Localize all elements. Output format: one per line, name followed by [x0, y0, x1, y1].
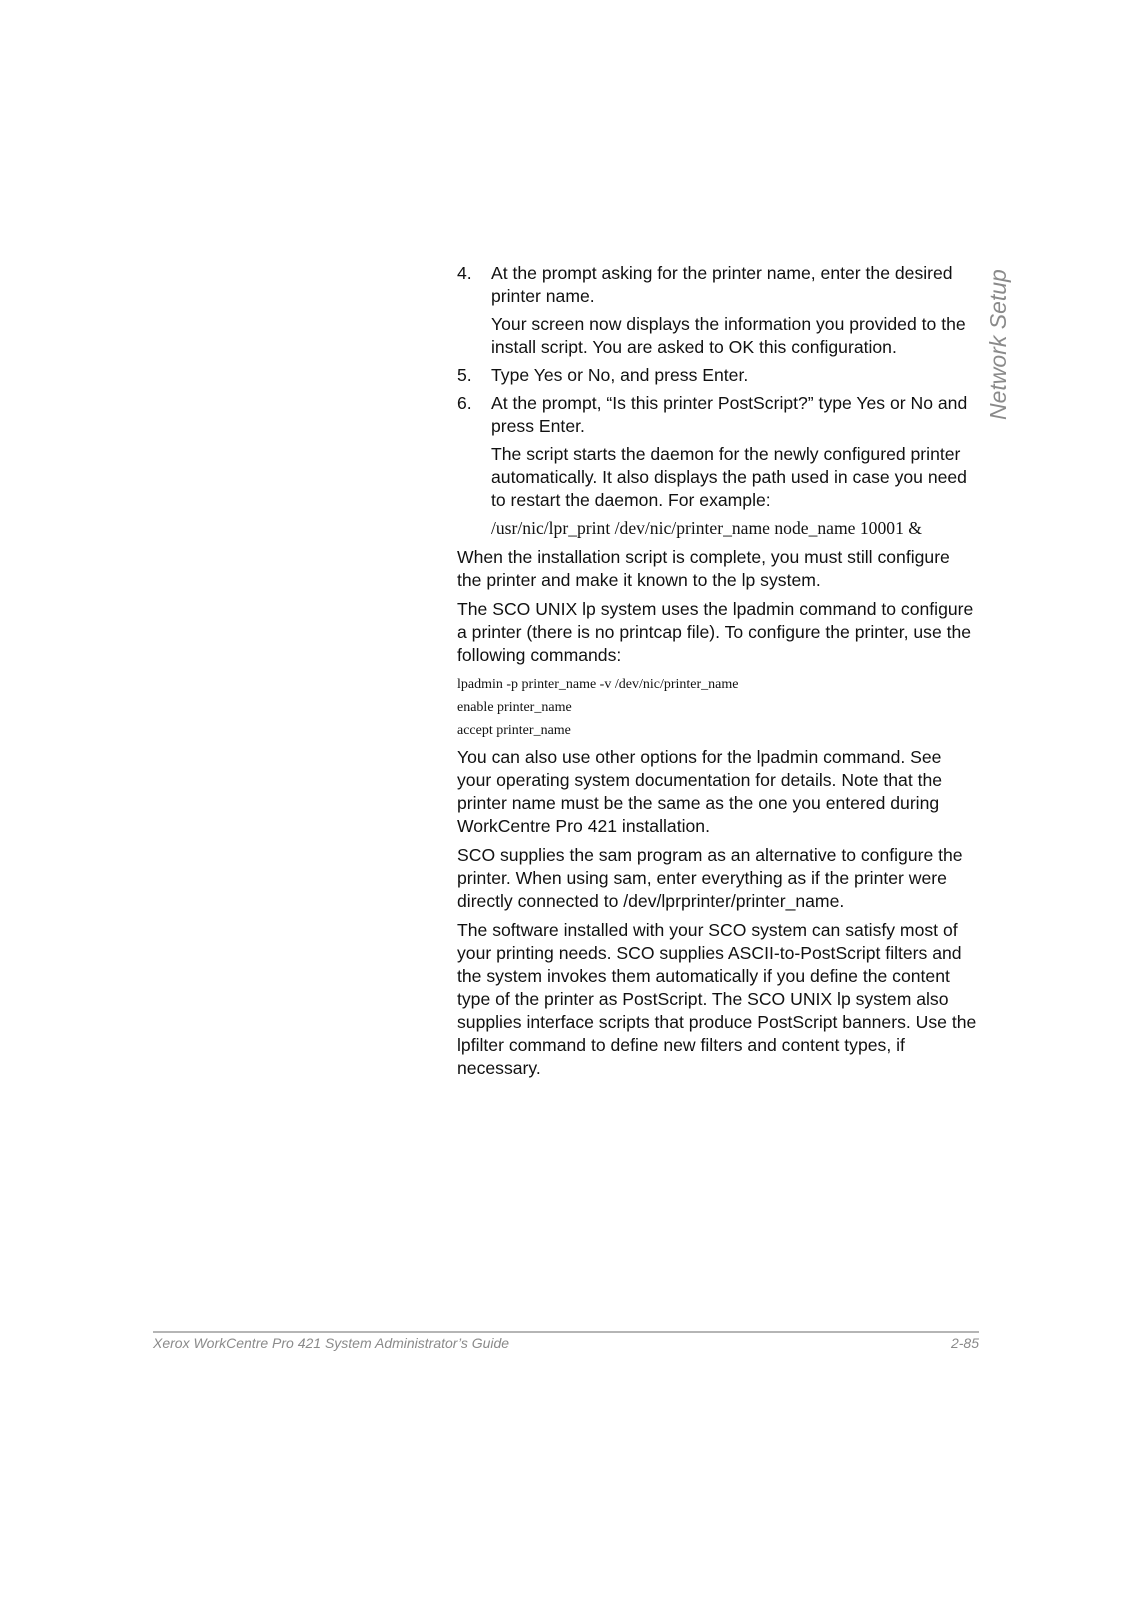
command-line-lpadmin: lpadmin -p printer_name -v /dev/nic/printer_name	[457, 677, 739, 692]
footer-divider	[153, 1331, 979, 1333]
section-side-tab: Network Setup	[985, 269, 1011, 420]
paragraph-software-filters: The software installed with your SCO system can satisfy most of your printing needs. SCO supplies ASCII-to-PostScript filters and the system invokes them automatically if you define the content type of the printer as PostScript. The SCO UNIX lp system also supplies interface scripts that produce PostScript banners. Use the lpfilter command to define new filters and content types, if necessary.	[457, 920, 977, 1078]
page-content	[457, 262, 977, 1086]
step-number: 4.	[457, 263, 472, 283]
step-6	[457, 392, 977, 438]
step-6-note: The script starts the daemon for the newly configured printer automatically. It also displays the path used in case you need to restart the daemon. For example:	[491, 444, 967, 510]
paragraph-sam-program: SCO supplies the sam program as an alternative to configure the printer. When using sam, enter everything as if the printer were directly connected to /dev/lprprinter/printer_name.	[457, 845, 963, 911]
step-text: At the prompt asking for the printer name, enter the desired printer name.	[491, 263, 953, 306]
step-4-note: Your screen now displays the information you provided to the install script. You are asked to OK this configuration.	[491, 314, 966, 357]
step-number: 6.	[457, 393, 472, 413]
step-text: At the prompt, “Is this printer PostScript?” type Yes or No and press Enter.	[491, 393, 968, 436]
command-line-accept: accept printer_name	[457, 723, 571, 738]
paragraph-install-complete: When the installation script is complete, you must still configure the printer and make it known to the lp system.	[457, 547, 950, 590]
command-line-enable: enable printer_name	[457, 700, 572, 715]
daemon-command-example: /usr/nic/lpr_print /dev/nic/printer_name node_name 10001 &	[491, 518, 922, 538]
page-number: 2-85	[950, 1335, 979, 1351]
step-4	[457, 262, 977, 308]
step-5	[457, 364, 977, 387]
paragraph-lpadmin-options: You can also use other options for the lpadmin command. See your operating system documentation for details. Note that the printer name must be the same as the one you entered during WorkCentre Pro 421 installation.	[457, 747, 943, 836]
step-number: 5.	[457, 365, 472, 385]
page-footer	[153, 1335, 979, 1351]
paragraph-lp-system: The SCO UNIX lp system uses the lpadmin command to configure a printer (there is no printcap file). To configure the printer, use the following commands:	[457, 599, 974, 665]
step-text: Type Yes or No, and press Enter.	[491, 365, 749, 385]
footer-title: Xerox WorkCentre Pro 421 System Administrator’s Guide	[153, 1335, 510, 1351]
command-block	[457, 673, 977, 742]
